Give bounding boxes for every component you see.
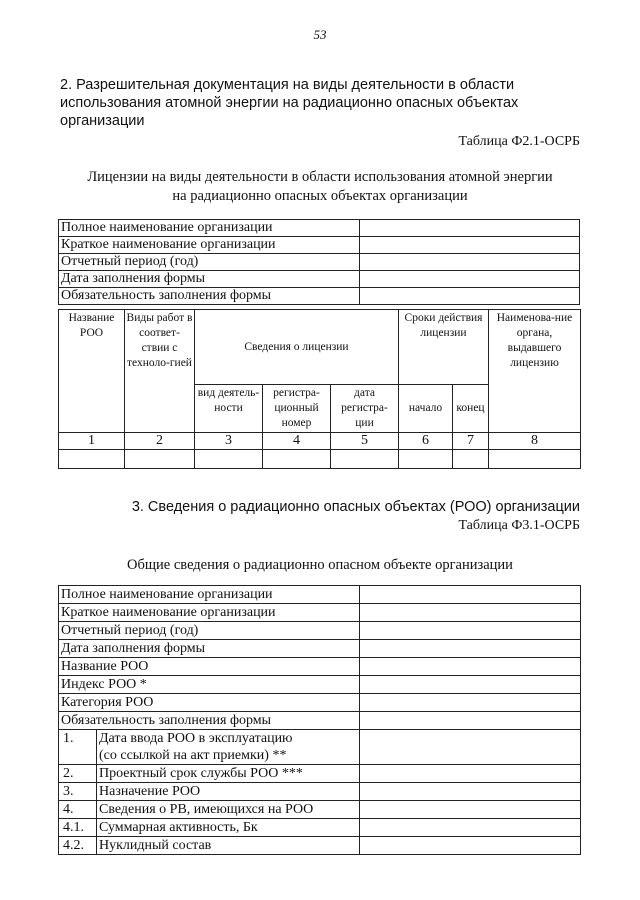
table-f3-1-label: Таблица Ф3.1-ОСРБ: [458, 518, 580, 533]
row-label-line: (со ссылкой на акт приемки) **: [99, 748, 287, 763]
row-number: 3.: [59, 783, 97, 801]
roo-general-info-table: [58, 585, 581, 855]
column-number: 6: [399, 433, 453, 450]
table-row: [59, 622, 581, 640]
column-number: 8: [489, 433, 581, 450]
subheader-registration-number: регистра-ционный номер: [263, 385, 331, 433]
empty-cell[interactable]: [399, 450, 453, 469]
value-cell[interactable]: [359, 254, 579, 271]
table-row: [59, 658, 581, 676]
row-label: Краткое наименование организации: [59, 237, 360, 254]
row-label: Полное наименование организации: [59, 220, 360, 237]
caption-line: на радиационно опасных объектах организации: [172, 188, 468, 204]
row-number: 1.: [59, 730, 97, 765]
row-label: [97, 730, 360, 765]
table-row: [59, 819, 581, 837]
column-number: 3: [195, 433, 263, 450]
row-label: Дата заполнения формы: [59, 640, 360, 658]
subheader-registration-date: дата регистра-ции: [331, 385, 399, 433]
value-cell[interactable]: [360, 837, 581, 855]
column-number: 2: [125, 433, 195, 450]
header-license-info: Сведения о лицензии: [195, 310, 399, 385]
subheader-start: начало: [399, 385, 453, 433]
row-label: Назначение РОО: [97, 783, 360, 801]
row-number: 4.1.: [59, 819, 97, 837]
empty-cell[interactable]: [489, 450, 581, 469]
empty-cell[interactable]: [331, 450, 399, 469]
section-2-heading: [60, 76, 580, 130]
value-cell[interactable]: [360, 694, 581, 712]
table-row: [59, 586, 581, 604]
table-row: [59, 694, 581, 712]
header-validity-period: Сроки действия лицензии: [399, 310, 489, 385]
row-label: Индекс РОО *: [59, 676, 360, 694]
value-cell[interactable]: [360, 604, 581, 622]
table-row: [59, 288, 580, 305]
table-row: [59, 801, 581, 819]
section-2-heading-line: организации: [60, 113, 145, 129]
column-number: 7: [453, 433, 489, 450]
table-header-row: [59, 310, 581, 385]
value-cell[interactable]: [360, 586, 581, 604]
header-issuing-authority: Наименова-ние органа, выдавшего лицензию: [489, 310, 581, 433]
table-row: [59, 783, 581, 801]
row-label: Дата заполнения формы: [59, 271, 360, 288]
roo-table-caption: Общие сведения о радиационно опасном объекте организации: [127, 557, 513, 573]
row-label: Обязательность заполнения формы: [59, 712, 360, 730]
table-row: [59, 450, 581, 469]
header-activity-types: Виды работ в соответ-ствии с техноло-гией: [125, 310, 195, 433]
empty-cell[interactable]: [59, 450, 125, 469]
row-number: 4.: [59, 801, 97, 819]
table-f2-1-label: Таблица Ф2.1-ОСРБ: [458, 134, 580, 149]
table-row: [59, 271, 580, 288]
row-label: Отчетный период (год): [59, 254, 360, 271]
table-row: [59, 730, 581, 765]
column-number: 5: [331, 433, 399, 450]
row-label: Краткое наименование организации: [59, 604, 360, 622]
licenses-table-caption: [60, 168, 580, 206]
value-cell[interactable]: [360, 801, 581, 819]
row-label: Обязательность заполнения формы: [59, 288, 360, 305]
table-row: [59, 765, 581, 783]
table-row: [59, 604, 581, 622]
page-number: 53: [313, 27, 327, 42]
row-label: Сведения о РВ, имеющихся на РОО: [97, 801, 360, 819]
section-3-heading: 3. Сведения о радиационно опасных объектах (РОО) организации: [131, 499, 580, 515]
table-row: [59, 837, 581, 855]
row-label: Категория РОО: [59, 694, 360, 712]
header-name-roo: Название РОО: [59, 310, 125, 433]
subheader-end: конец: [453, 385, 489, 433]
row-label: Нуклидный состав: [97, 837, 360, 855]
empty-cell[interactable]: [125, 450, 195, 469]
column-number: 1: [59, 433, 125, 450]
value-cell[interactable]: [360, 730, 581, 765]
value-cell[interactable]: [360, 622, 581, 640]
empty-cell[interactable]: [195, 450, 263, 469]
row-label: Название РОО: [59, 658, 360, 676]
row-label: Суммарная активность, Бк: [97, 819, 360, 837]
value-cell[interactable]: [360, 658, 581, 676]
row-number: 2.: [59, 765, 97, 783]
section-2-heading-line: использования атомной энергии на радиационно опасных объектах: [60, 95, 519, 111]
subheader-activity-kind: вид деятель-ности: [195, 385, 263, 433]
row-label-line: Дата ввода РОО в эксплуатацию: [99, 731, 293, 746]
table-row: [59, 676, 581, 694]
value-cell[interactable]: [360, 712, 581, 730]
table-row: [59, 640, 581, 658]
table-row: [59, 254, 580, 271]
organization-info-table: [58, 219, 580, 305]
table-row: [59, 712, 581, 730]
row-label: Полное наименование организации: [59, 586, 360, 604]
column-number: 4: [263, 433, 331, 450]
value-cell[interactable]: [359, 237, 579, 254]
empty-cell[interactable]: [453, 450, 489, 469]
row-label: Проектный срок службы РОО ***: [97, 765, 360, 783]
value-cell[interactable]: [359, 271, 579, 288]
column-numbers-row: [59, 433, 581, 450]
caption-line: Лицензии на виды деятельности в области использования атомной энергии: [87, 169, 553, 185]
value-cell[interactable]: [360, 819, 581, 837]
row-number: 4.2.: [59, 837, 97, 855]
section-2-heading-line: 2. Разрешительная документация на виды деятельности в области: [60, 77, 515, 93]
table-row: [59, 237, 580, 254]
value-cell[interactable]: [360, 783, 581, 801]
value-cell[interactable]: [360, 765, 581, 783]
empty-cell[interactable]: [263, 450, 331, 469]
row-label: Отчетный период (год): [59, 622, 360, 640]
table-row: [59, 220, 580, 237]
value-cell[interactable]: [359, 220, 579, 237]
value-cell[interactable]: [360, 640, 581, 658]
license-table: [58, 309, 581, 469]
value-cell[interactable]: [359, 288, 579, 305]
value-cell[interactable]: [360, 676, 581, 694]
